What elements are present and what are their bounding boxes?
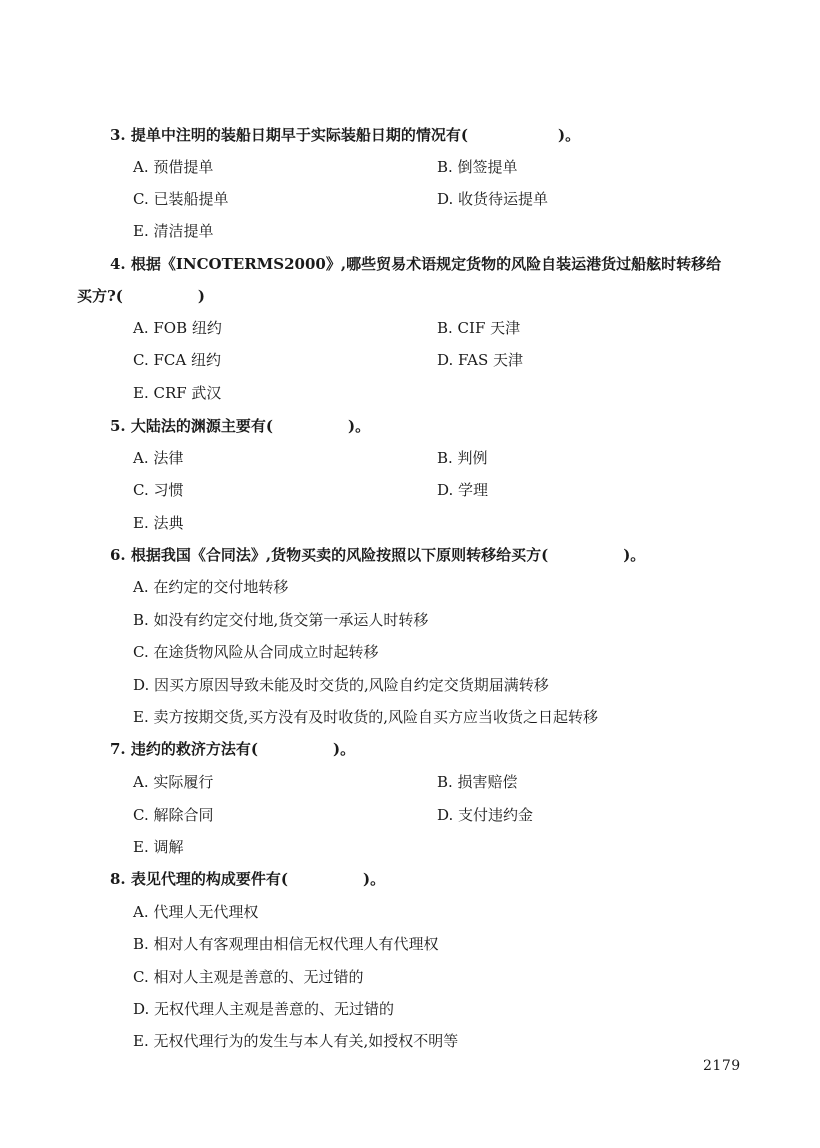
question-3-option-d: D. 收货待运提单 bbox=[437, 190, 549, 208]
question-6-option-c: C. 在途货物风险从合同成立时起转移 bbox=[133, 643, 379, 661]
question-4-stem-continued: 买方?( ) bbox=[77, 287, 205, 305]
question-8-option-c: C. 相对人主观是善意的、无过错的 bbox=[133, 968, 364, 986]
question-6-option-e: E. 卖方按期交货,买方没有及时收货的,风险自买方应当收货之日起转移 bbox=[133, 708, 599, 726]
question-7-stem: 7. 违约的救济方法有( )。 bbox=[110, 740, 356, 758]
question-4-option-b: B. CIF 天津 bbox=[437, 319, 521, 337]
question-6-option-b: B. 如没有约定交付地,货交第一承运人时转移 bbox=[133, 611, 429, 629]
page-number: 2179 bbox=[703, 1058, 741, 1074]
question-5-option-a: A. 法律 bbox=[133, 449, 184, 467]
question-5-option-c: C. 习惯 bbox=[133, 481, 184, 499]
question-8-stem: 8. 表见代理的构成要件有( )。 bbox=[110, 870, 386, 888]
question-5-option-e: E. 法典 bbox=[133, 514, 184, 532]
question-3-option-a: A. 预借提单 bbox=[133, 158, 214, 176]
question-5-option-d: D. 学理 bbox=[437, 481, 489, 499]
question-8-option-b: B. 相对人有客观理由相信无权代理人有代理权 bbox=[133, 935, 439, 953]
question-4-option-a: A. FOB 纽约 bbox=[133, 319, 222, 337]
question-4-stem: 4. 根据《INCOTERMS2000》,哪些贸易术语规定货物的风险自装运港货过船舷时转移给 bbox=[110, 255, 722, 273]
question-3-option-b: B. 倒签提单 bbox=[437, 158, 518, 176]
question-7-option-e: E. 调解 bbox=[133, 838, 184, 856]
question-3-stem: 3. 提单中注明的装船日期早于实际装船日期的情况有( )。 bbox=[110, 126, 581, 144]
question-7-option-b: B. 损害赔偿 bbox=[437, 773, 518, 791]
question-4-option-e: E. CRF 武汉 bbox=[133, 384, 222, 402]
question-3-option-c: C. 已装船提单 bbox=[133, 190, 229, 208]
question-4-option-d: D. FAS 天津 bbox=[437, 351, 524, 369]
question-8-option-e: E. 无权代理行为的发生与本人有关,如授权不明等 bbox=[133, 1032, 459, 1050]
question-7-option-d: D. 支付违约金 bbox=[437, 806, 534, 824]
question-6-option-d: D. 因买方原因导致未能及时交货的,风险自约定交货期届满转移 bbox=[133, 676, 549, 694]
question-5-stem: 5. 大陆法的渊源主要有( )。 bbox=[110, 417, 371, 435]
question-8-option-d: D. 无权代理人主观是善意的、无过错的 bbox=[133, 1000, 395, 1018]
question-8-option-a: A. 代理人无代理权 bbox=[133, 903, 259, 921]
question-5-option-b: B. 判例 bbox=[437, 449, 488, 467]
question-6-option-a: A. 在约定的交付地转移 bbox=[133, 578, 289, 596]
question-3-option-e: E. 清洁提单 bbox=[133, 222, 214, 240]
question-7-option-a: A. 实际履行 bbox=[133, 773, 214, 791]
question-7-option-c: C. 解除合同 bbox=[133, 806, 214, 824]
question-6-stem: 6. 根据我国《合同法》,货物买卖的风险按照以下原则转移给买方( )。 bbox=[110, 546, 646, 564]
question-4-option-c: C. FCA 纽约 bbox=[133, 351, 221, 369]
